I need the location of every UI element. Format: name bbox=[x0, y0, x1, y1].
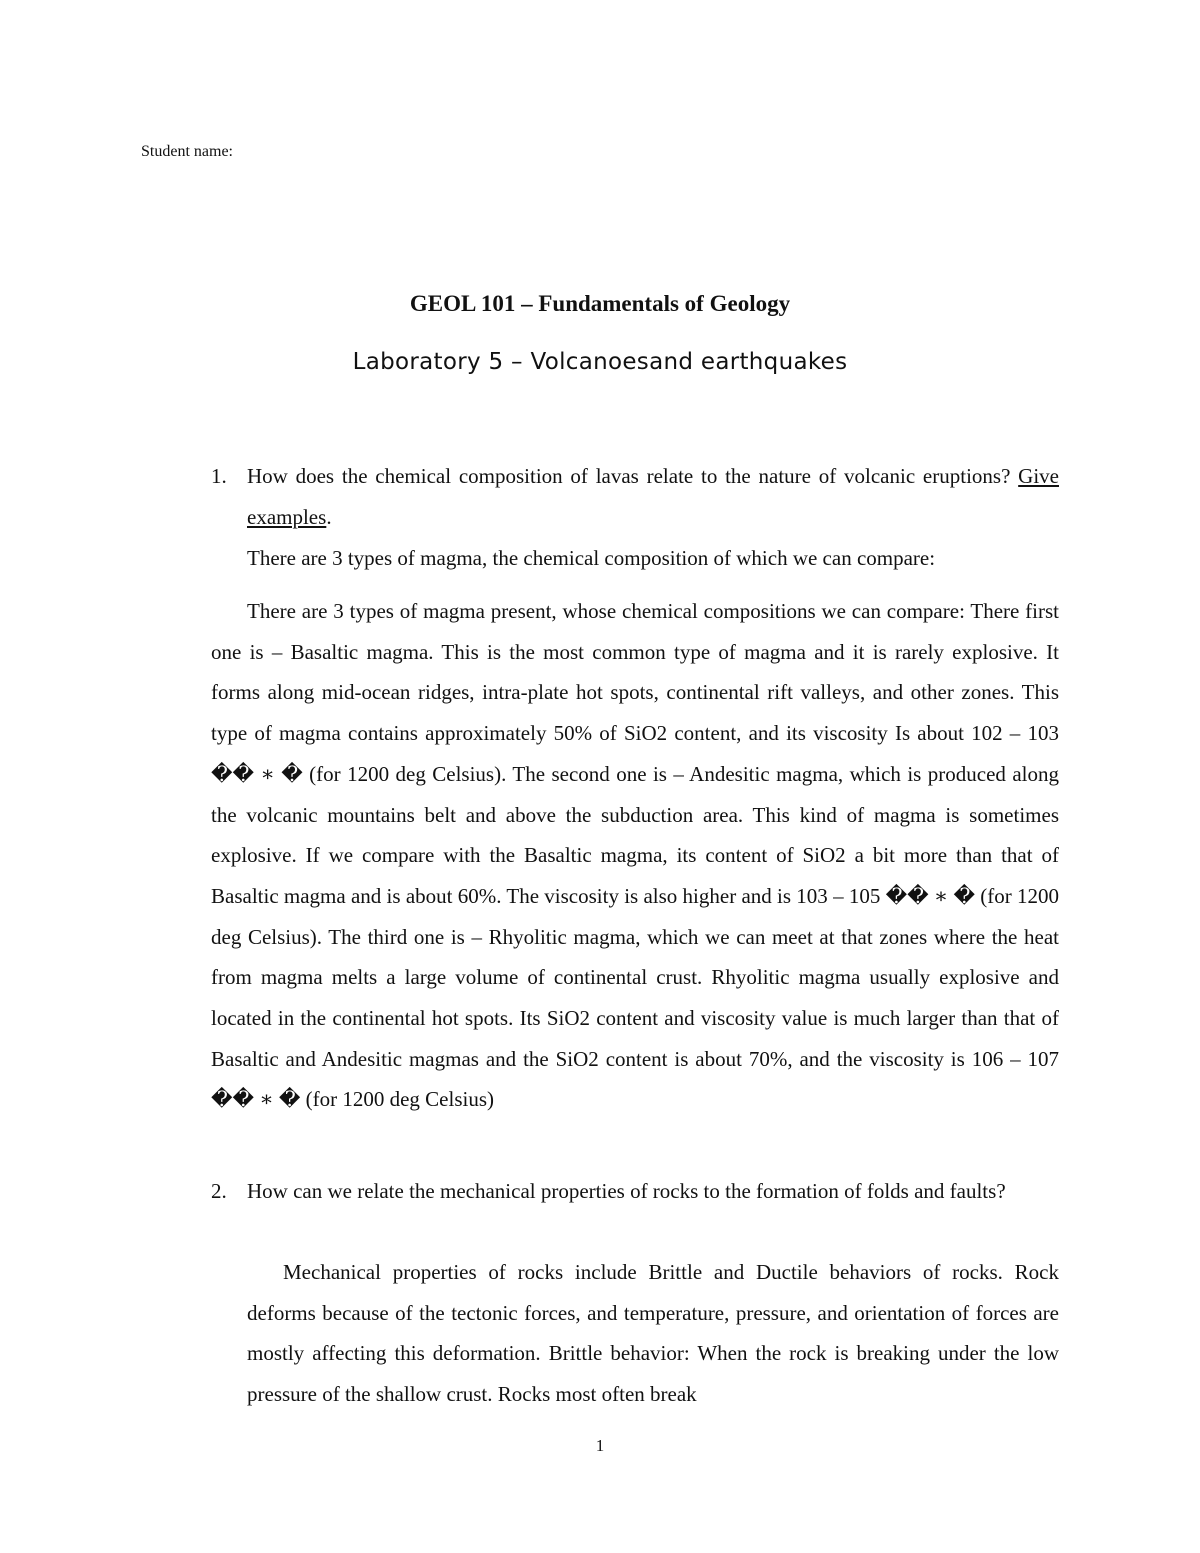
question-2-number: 2. bbox=[211, 1179, 227, 1203]
question-2-answer bbox=[247, 1252, 1059, 1415]
question-2-answer-text: Mechanical properties of rocks include Brittle and Ductile behaviors of rocks. Rock deforms because of the tectonic forces, and temperature, pressure, and orientation of forces are mostly affecting this deformation. Brittle behavior: When the rock is breaking under the low pressure of the shallow crust. Rocks most often break bbox=[247, 1260, 1059, 1407]
question-2 bbox=[211, 1171, 1059, 1212]
course-title: GEOL 101 – Fundamentals of Geology bbox=[409, 291, 791, 316]
question-1-intro: There are 3 types of magma, the chemical composition of which we can compare: bbox=[247, 545, 936, 570]
question-1-text-main: How does the chemical composition of lavas relate to the nature of volcanic eruptions? bbox=[247, 464, 1019, 488]
student-name-label: Student name: bbox=[141, 143, 233, 160]
question-1-text bbox=[247, 456, 1059, 538]
lab-title: Laboratory 5 – Volcanoesand earthquakes bbox=[352, 349, 848, 375]
page-number: 1 bbox=[595, 1436, 605, 1455]
question-1-number: 1. bbox=[211, 464, 227, 488]
question-2-text: How can we relate the mechanical properties of rocks to the formation of folds and faults? bbox=[247, 1179, 1006, 1203]
question-1-answer-text: There are 3 types of magma present, whose chemical compositions we can compare: There first one is – Basaltic magma. This is the most common type of magma and it is rarely explosive. It forms along mid-ocean ridges, intra-plate hot spots, continental rift valleys, and other zones. This type of magma contains approximately 50% of SiO2 content, and its viscosity Is about 102 – 103 �� ∗ � (for 1200 deg Celsius). The second one is – Andesitic magma, which is produced along the volcanic mountains belt and above the subduction area. This kind of magma is sometimes explosive. If we compare with the Basaltic magma, its content of SiO2 a bit more than that of Basaltic magma and is about 60%. The viscosity is also higher and is 103 – 105 �� ∗ � (for 1200 deg Celsius). The third one is – Rhyolitic magma, which we can meet at that zones where the heat from magma melts a large volume of continental crust. Rhyolitic magma usually explosive and located in the continental hot spots. Its SiO2 content and viscosity value is much larger than that of Basaltic and Andesitic magmas and the SiO2 content is about 70%, and the viscosity is 106 – 107 �� ∗ � (for 1200 deg Celsius) bbox=[211, 599, 1059, 1112]
question-1-text-end: . bbox=[326, 504, 332, 529]
question-1-underlined-text: Give examples bbox=[247, 464, 1059, 529]
question-1 bbox=[211, 456, 1059, 578]
question-1-answer bbox=[211, 591, 1059, 1120]
